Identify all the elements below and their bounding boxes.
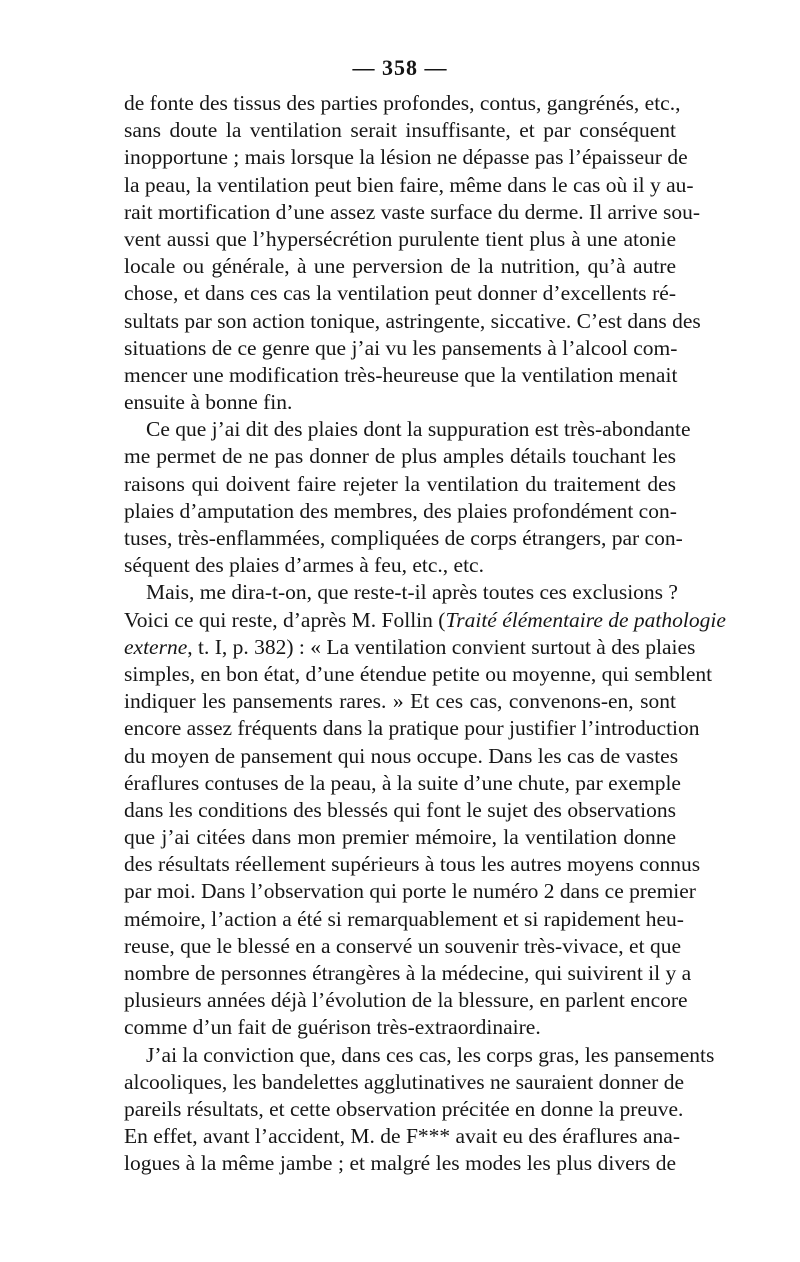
text-line: mencer une modification très-heureuse que la ventilation menait — [124, 362, 678, 387]
text-line: inopportune ; mais lorsque la lésion ne dépasse pas l’épaisseur de — [124, 145, 688, 170]
text-line: Ce que j’ai dit des plaies dont la suppuration est très-abondante — [146, 417, 691, 442]
italic-citation: externe — [124, 634, 188, 659]
text-line: séquent des plaies d’armes à feu, etc., etc. — [124, 553, 484, 578]
italic-citation: Traité élémentaire de pathologie — [445, 607, 726, 632]
text-line: mémoire, l’action a été si remarquablement et si rapidement heu- — [124, 906, 684, 931]
text-segment: , t. I, p. 382) : « La ventilation convient surtout à des plaies — [187, 634, 696, 659]
text-line: raisons qui doivent faire rejeter la ventilation du traitement des — [124, 471, 676, 496]
text-line: par moi. Dans l’observation qui porte le numéro 2 dans ce premier — [124, 879, 696, 904]
text-line — [124, 634, 696, 661]
text-line: reuse, que le blessé en a conservé un souvenir très-vivace, et que — [124, 933, 681, 958]
text-line: alcooliques, les bandelettes agglutinatives ne sauraient donner de — [124, 1069, 685, 1094]
text-line: logues à la même jambe ; et malgré les modes les plus divers de — [124, 1151, 676, 1176]
text-line: des résultats réellement supérieurs à tous les autres moyens connus — [124, 852, 701, 877]
text-line: pareils résultats, et cette observation précitée en donne la preuve. — [124, 1096, 684, 1121]
text-line: En effet, avant l’accident, M. de F*** avait eu des éraflures ana- — [124, 1124, 680, 1149]
text-line: me permet de ne pas donner de plus amples détails touchant les — [124, 444, 676, 469]
text-line: plaies d’amputation des membres, des plaies profondément con- — [124, 498, 677, 523]
text-line — [124, 607, 726, 634]
text-line: ensuite à bonne fin. — [124, 390, 293, 415]
text-line: sultats par son action tonique, astringente, siccative. C’est dans des — [124, 308, 701, 333]
text-line: plusieurs années déjà l’évolution de la blessure, en parlent encore — [124, 988, 688, 1013]
page-number: — 358 — — [352, 55, 448, 80]
text-line: que j’ai citées dans mon premier mémoire, la ventilation donne — [124, 825, 676, 850]
text-line: sans doute la ventilation serait insuffisante, et par conséquent — [124, 118, 676, 143]
text-line: éraflures contuses de la peau, à la suite d’une chute, par exemple — [124, 770, 681, 795]
text-line: la peau, la ventilation peut bien faire, même dans le cas où il y au- — [124, 172, 694, 197]
text-line: indiquer les pansements rares. » Et ces cas, convenons-en, sont — [124, 689, 676, 714]
text-line: situations de ce genre que j’ai vu les pansements à l’alcool com- — [124, 335, 678, 360]
text-line: Mais, me dira-t-on, que reste-t-il après toutes ces exclusions ? — [146, 580, 678, 605]
text-segment: Voici ce qui reste, d’après M. Follin ( — [124, 607, 446, 632]
text-line: dans les conditions des blessés qui font le sujet des observations — [124, 797, 676, 822]
text-line: rait mortification d’une assez vaste surface du derme. Il arrive sou- — [124, 199, 701, 224]
text-line: de fonte des tissus des parties profondes, contus, gangrénés, etc., — [124, 91, 681, 115]
text-line: du moyen de pansement qui nous occupe. Dans les cas de vastes — [124, 743, 679, 768]
text-line: vent aussi que l’hypersécrétion purulente tient plus à une atonie — [124, 226, 676, 251]
text-line: nombre de personnes étrangères à la médecine, qui suivirent il y a — [124, 961, 692, 985]
text-line: encore assez fréquents dans la pratique pour justifier l’introduction — [124, 716, 700, 741]
text-line: chose, et dans ces cas la ventilation peut donner d’excellents ré- — [124, 281, 676, 306]
text-line: locale ou générale, à une perversion de la nutrition, qu’à autre — [124, 254, 676, 279]
body-text — [124, 90, 726, 1178]
text-line: tuses, très-enflammées, compliquées de corps étrangers, par con- — [124, 526, 683, 550]
text-line: J’ai la conviction que, dans ces cas, les corps gras, les pansements — [146, 1042, 715, 1067]
text-line: simples, en bon état, d’une étendue petite ou moyenne, qui semblent — [124, 661, 713, 686]
text-line: comme d’un fait de guérison très-extraordinaire. — [124, 1015, 541, 1040]
